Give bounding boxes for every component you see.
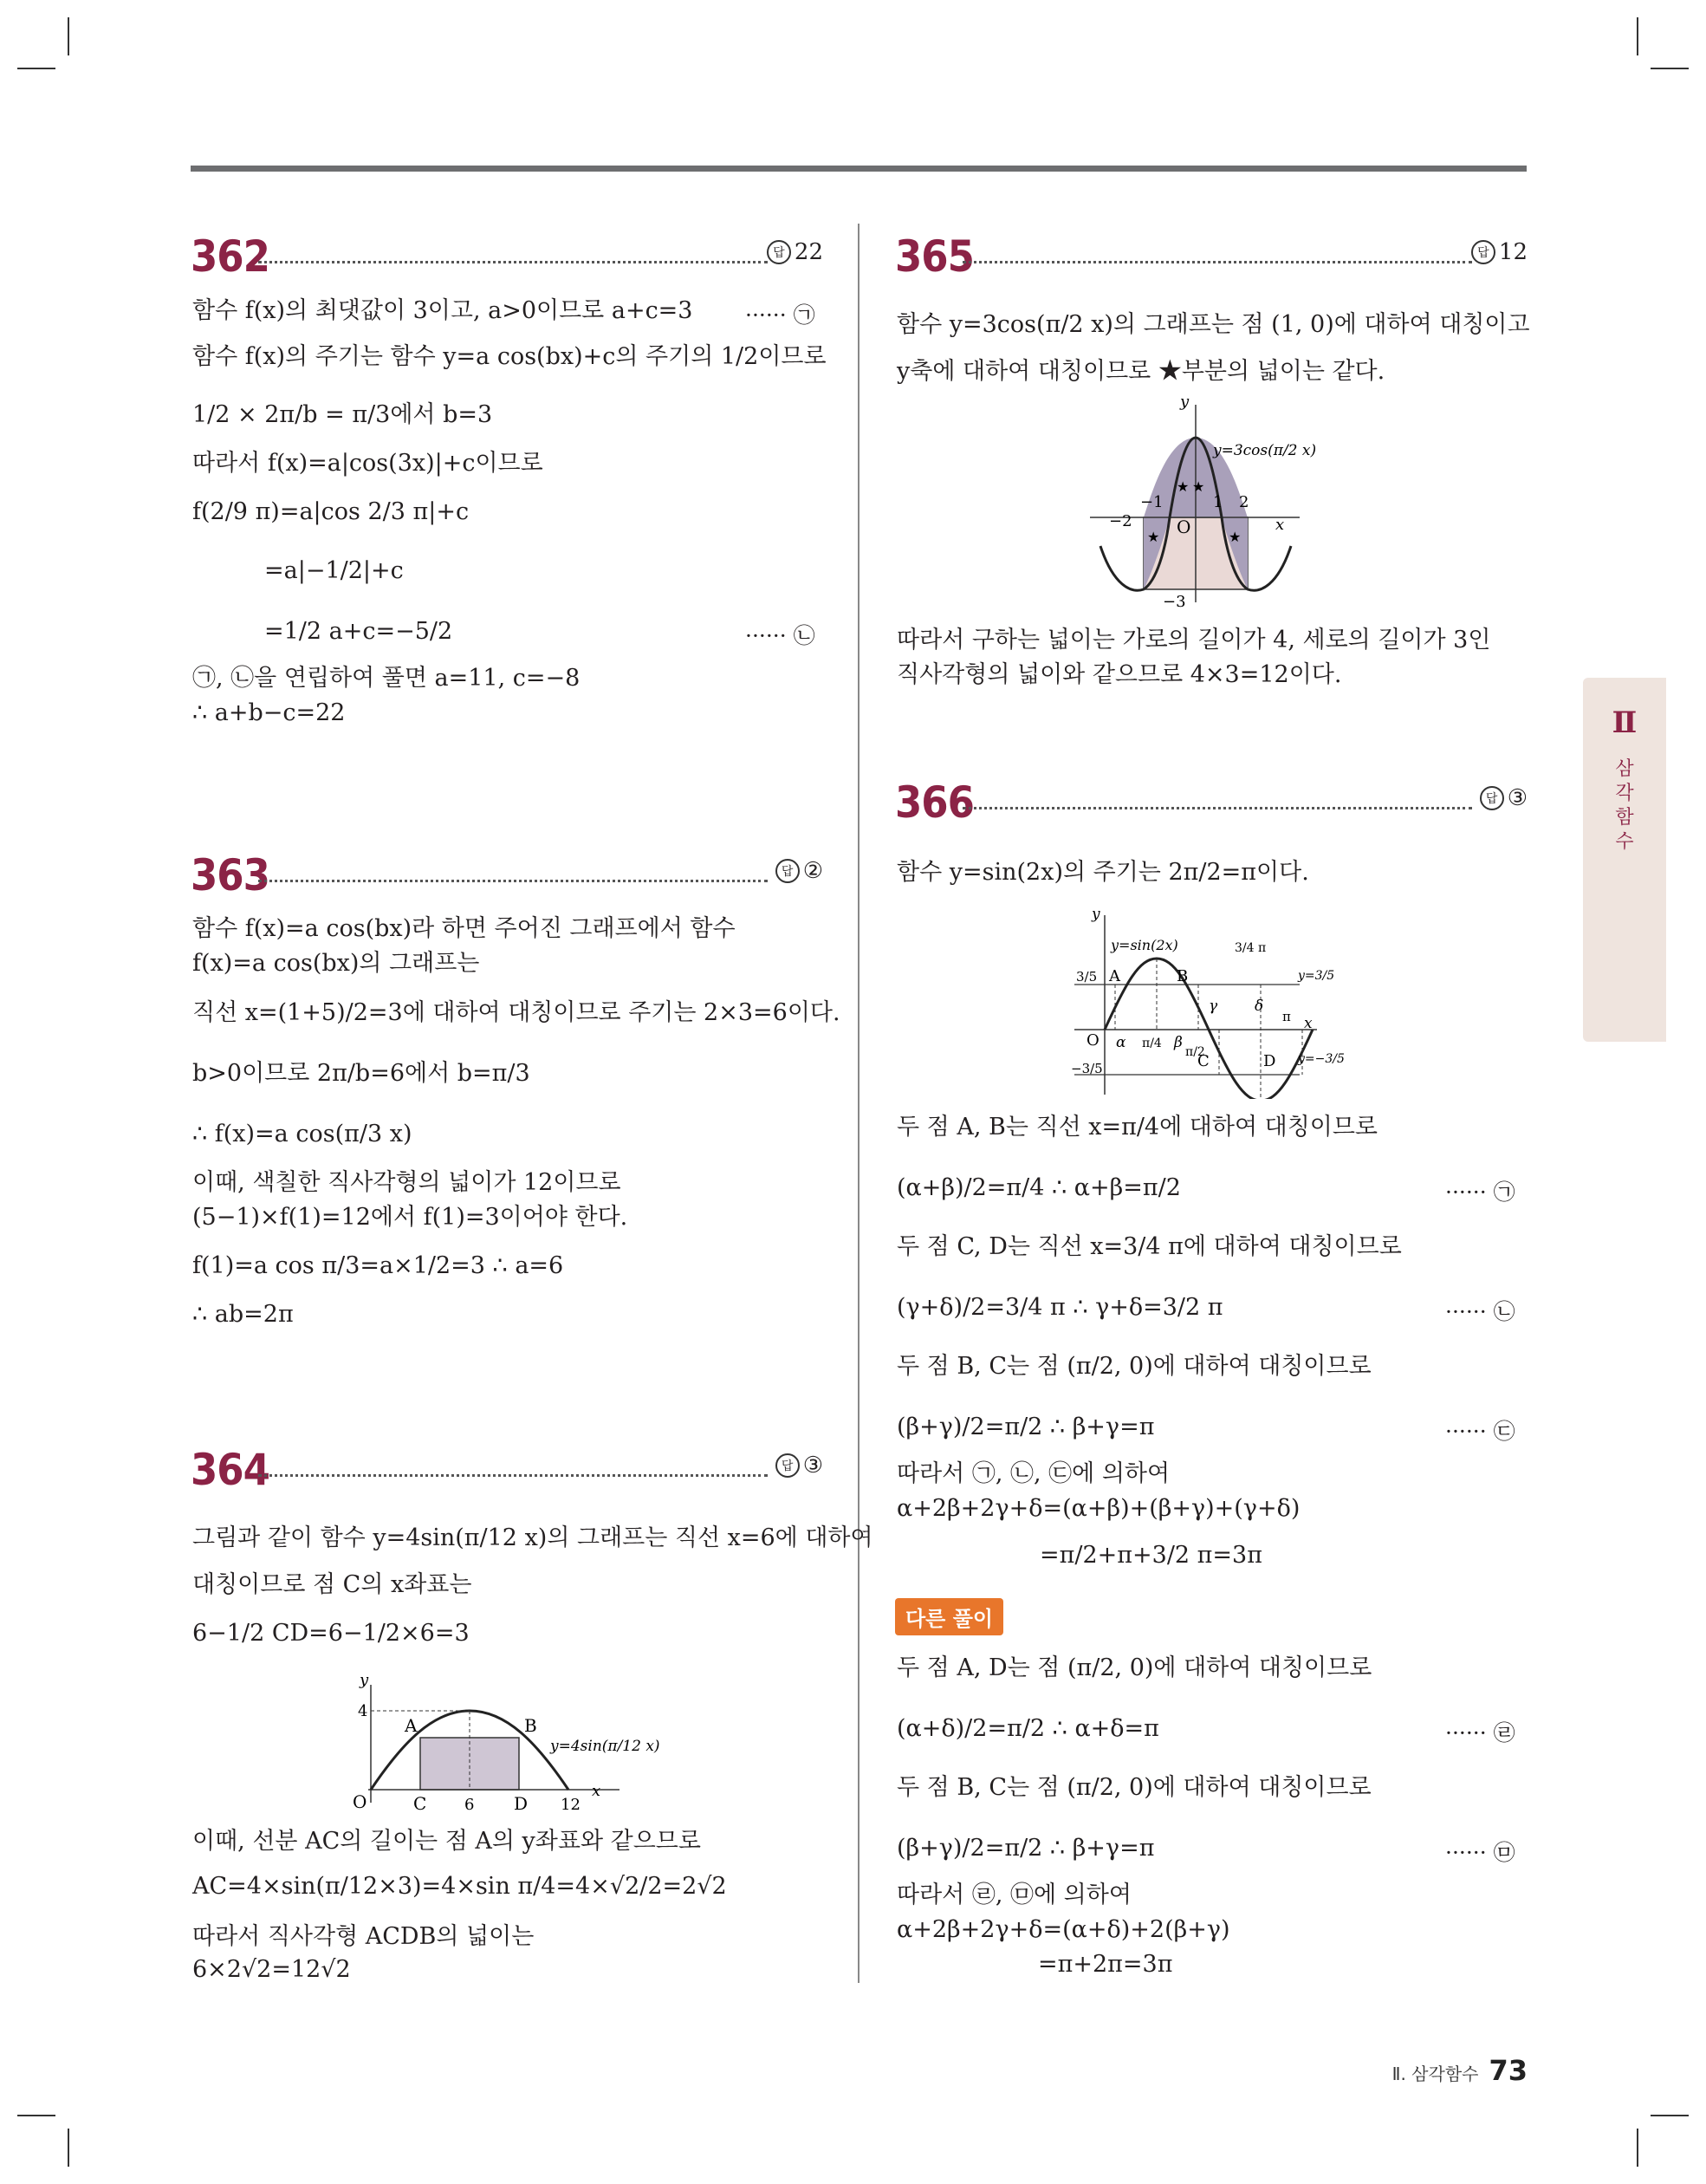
answer-label bbox=[775, 1453, 823, 1479]
crop-mark bbox=[68, 2129, 69, 2167]
answer-label bbox=[1480, 785, 1528, 811]
text-line: (α+δ)/2=π/2 ∴ α+δ=π bbox=[897, 1715, 1159, 1742]
problem-header bbox=[895, 778, 1528, 830]
star-marker: ★ bbox=[1177, 478, 1190, 495]
leader-dots bbox=[963, 807, 1472, 809]
text-line: 따라서 f(x)=a|cos(3x)|+c이므로 bbox=[192, 450, 543, 477]
text-line: 두 점 B, C는 점 (π/2, 0)에 대하여 대칭이므로 bbox=[897, 1774, 1372, 1801]
header-rule bbox=[191, 166, 1527, 172]
text-line: AC=4×sin(π/12×3)=4×sin π/4=4×√2/2=2√2 bbox=[192, 1873, 727, 1900]
equation-tag: ······ ㉣ bbox=[1445, 1720, 1515, 1745]
equation-tag: ······ ㉤ bbox=[1445, 1840, 1515, 1865]
angle-label: γ bbox=[1209, 998, 1218, 1015]
star-marker: ★ bbox=[1147, 529, 1160, 545]
chapter-title bbox=[1583, 757, 1666, 855]
text-line: 직선 x=(1+5)/2=3에 대하여 대칭이므로 주기는 2×3=6이다. bbox=[192, 999, 840, 1026]
text-line: =a|−1/2|+c bbox=[264, 557, 404, 584]
tick-label: 3/4 π bbox=[1235, 941, 1267, 955]
answer-value: ③ bbox=[802, 1453, 823, 1479]
angle-label: β bbox=[1174, 1034, 1183, 1051]
problem-number: 365 bbox=[895, 231, 974, 282]
answer-value: 22 bbox=[794, 239, 823, 265]
crop-mark bbox=[1651, 68, 1689, 69]
problem-365 bbox=[895, 232, 1528, 284]
angle-label: α bbox=[1116, 1034, 1126, 1051]
text-line: 직사각형의 넓이와 같으므로 4×3=12이다. bbox=[897, 661, 1342, 688]
alternate-solution-badge: 다른 풀이 bbox=[895, 1598, 1003, 1635]
tick-label: 6 bbox=[464, 1796, 475, 1811]
answer-label bbox=[767, 239, 823, 265]
text-line: ㉠, ㉡을 연립하여 풀면 a=11, c=−8 bbox=[192, 665, 581, 692]
shaded-rectangle bbox=[420, 1738, 519, 1790]
problem-364 bbox=[191, 1446, 823, 1498]
crop-mark bbox=[1651, 2115, 1689, 2116]
graph-365 bbox=[1083, 394, 1360, 615]
function-label: y=4sin(π/12 x) bbox=[550, 1738, 660, 1755]
problem-number: 364 bbox=[191, 1445, 269, 1495]
problem-number: 366 bbox=[895, 777, 974, 828]
problem-header bbox=[191, 851, 823, 903]
text-line: 따라서 ㉠, ㉡, ㉢에 의하여 bbox=[897, 1460, 1171, 1487]
crop-mark bbox=[17, 68, 55, 69]
angle-label: δ bbox=[1255, 998, 1264, 1015]
text-line: α+2β+2γ+δ=(α+δ)+2(β+γ) bbox=[897, 1916, 1230, 1943]
tick-label: π bbox=[1282, 1009, 1291, 1024]
problem-number: 362 bbox=[191, 231, 269, 282]
text-line: f(2/9 π)=a|cos 2/3 π|+c bbox=[192, 498, 470, 525]
function-label: y=3cos(π/2 x) bbox=[1213, 442, 1317, 459]
text-line: 6−1/2 CD=6−1/2×6=3 bbox=[192, 1620, 470, 1647]
axis-label-x: x bbox=[1275, 516, 1285, 534]
text-line: 두 점 A, D는 점 (π/2, 0)에 대하여 대칭이므로 bbox=[897, 1654, 1372, 1681]
text-line: =π+2π=3π bbox=[1038, 1951, 1173, 1978]
tick-label: 12 bbox=[561, 1796, 581, 1811]
tick-label: −3/5 bbox=[1071, 1061, 1103, 1076]
text-line: 함수 y=3cos(π/2 x)의 그래프는 점 (1, 0)에 대하여 대칭이고 bbox=[897, 311, 1530, 338]
graph-366 bbox=[1066, 908, 1360, 1099]
answer-value: ③ bbox=[1507, 785, 1528, 811]
text-line: 함수 f(x)의 최댓값이 3이고, a>0이므로 a+c=3 bbox=[192, 297, 693, 324]
chapter-title-text: 삼각함수 bbox=[1615, 758, 1634, 853]
text-line: (β+γ)/2=π/2 ∴ β+γ=π bbox=[897, 1835, 1155, 1862]
tick-label: 2 bbox=[1239, 493, 1249, 511]
tick-label: 1 bbox=[1213, 493, 1223, 511]
line-label: y=3/5 bbox=[1298, 969, 1335, 983]
text-line: 1/2 × 2π/b = π/3에서 b=3 bbox=[192, 401, 493, 428]
text-line: 따라서 ㉣, ㉤에 의하여 bbox=[897, 1882, 1132, 1908]
problem-header bbox=[191, 232, 823, 284]
problem-number: 363 bbox=[191, 850, 269, 900]
point-label-a: A bbox=[1109, 967, 1120, 985]
chapter-roman: Ⅱ bbox=[1612, 705, 1638, 740]
point-label-d: D bbox=[1263, 1052, 1276, 1070]
point-label-d: D bbox=[514, 1793, 529, 1811]
text-line: 그림과 같이 함수 y=4sin(π/12 x)의 그래프는 직선 x=6에 대하여 bbox=[192, 1524, 873, 1551]
equation-tag: ······ ㉡ bbox=[1445, 1299, 1515, 1324]
tick-label: −1 bbox=[1140, 493, 1164, 511]
line-label: y=−3/5 bbox=[1298, 1052, 1345, 1066]
leader-dots bbox=[963, 261, 1472, 263]
point-label-c: C bbox=[1197, 1052, 1210, 1070]
problem-366 bbox=[895, 778, 1528, 830]
text-line: f(x)=a cos(bx)의 그래프는 bbox=[192, 950, 480, 977]
text-line: α+2β+2γ+δ=(α+β)+(β+γ)+(γ+δ) bbox=[897, 1495, 1301, 1522]
text-line: 함수 f(x)=a cos(bx)라 하면 주어진 그래프에서 함수 bbox=[192, 915, 736, 942]
star-marker: ★ bbox=[1192, 478, 1205, 495]
origin-label: O bbox=[1177, 517, 1191, 537]
problem-363 bbox=[191, 851, 823, 903]
text-line: 함수 y=sin(2x)의 주기는 2π/2=π이다. bbox=[897, 859, 1309, 886]
axis-label-x: x bbox=[1304, 1015, 1313, 1032]
text-line: ∴ f(x)=a cos(π/3 x) bbox=[192, 1121, 412, 1147]
point-label-b: B bbox=[1177, 967, 1189, 985]
text-line: 따라서 직사각형 ACDB의 넓이는 bbox=[192, 1923, 535, 1950]
leader-dots bbox=[258, 261, 768, 263]
text-line: 두 점 C, D는 직선 x=3/4 π에 대하여 대칭이므로 bbox=[897, 1233, 1402, 1260]
text-line: (5−1)×f(1)=12에서 f(1)=3이어야 한다. bbox=[192, 1204, 628, 1231]
leader-dots bbox=[258, 1474, 768, 1477]
crop-mark bbox=[1637, 17, 1638, 55]
crop-mark bbox=[68, 17, 69, 55]
answer-icon: 답 bbox=[1480, 786, 1504, 810]
text-line: 대칭이므로 점 C의 x좌표는 bbox=[192, 1571, 472, 1598]
leader-dots bbox=[258, 880, 768, 882]
text-line: =π/2+π+3/2 π=3π bbox=[1040, 1542, 1262, 1569]
text-line: ∴ ab=2π bbox=[192, 1301, 294, 1328]
answer-label bbox=[1471, 239, 1528, 265]
problem-header bbox=[895, 232, 1528, 284]
axis-label-y: y bbox=[360, 1673, 369, 1689]
column-divider bbox=[858, 224, 859, 1983]
function-label: y=sin(2x) bbox=[1111, 937, 1178, 953]
text-line: 이때, 선분 AC의 길이는 점 A의 y좌표와 같으므로 bbox=[192, 1828, 701, 1855]
text-line: 따라서 구하는 넓이는 가로의 길이가 4, 세로의 길이가 3인 bbox=[897, 627, 1491, 653]
sine-curve bbox=[1105, 959, 1313, 1099]
tick-label: 4 bbox=[358, 1702, 368, 1720]
page-footer bbox=[1392, 2054, 1528, 2087]
text-line: f(1)=a cos π/3=a×1/2=3 ∴ a=6 bbox=[192, 1252, 564, 1279]
problem-362 bbox=[191, 232, 823, 284]
problem-header bbox=[191, 1446, 823, 1498]
text-line: (γ+δ)/2=3/4 π ∴ γ+δ=3/2 π bbox=[897, 1294, 1223, 1321]
axis-label-x: x bbox=[592, 1782, 601, 1800]
text-line: ∴ a+b−c=22 bbox=[192, 699, 346, 726]
origin-label: O bbox=[1087, 1031, 1099, 1050]
answer-value: 12 bbox=[1498, 239, 1528, 265]
text-line: 이때, 색칠한 직사각형의 넓이가 12이므로 bbox=[192, 1169, 621, 1196]
text-line: 6×2√2=12√2 bbox=[192, 1956, 351, 1983]
text-line: 함수 f(x)의 주기는 함수 y=a cos(bx)+c의 주기의 1/2이므로 bbox=[192, 343, 827, 370]
point-label-c: C bbox=[413, 1793, 427, 1811]
answer-icon: 답 bbox=[775, 859, 800, 883]
text-line: (α+β)/2=π/4 ∴ α+β=π/2 bbox=[897, 1174, 1181, 1201]
text-line: y축에 대하여 대칭이므로 ★부분의 넓이는 같다. bbox=[897, 358, 1385, 385]
origin-label: O bbox=[353, 1791, 367, 1811]
equation-tag: ······ ㉢ bbox=[1445, 1419, 1515, 1444]
point-label-a: A bbox=[405, 1715, 418, 1736]
answer-icon: 답 bbox=[767, 240, 791, 264]
equation-tag: ······ ㉠ bbox=[745, 302, 815, 328]
equation-tag: ······ ㉠ bbox=[1445, 1180, 1515, 1205]
crop-mark bbox=[1637, 2129, 1638, 2167]
equation-tag: ······ ㉡ bbox=[745, 623, 815, 648]
text-line: 두 점 B, C는 점 (π/2, 0)에 대하여 대칭이므로 bbox=[897, 1353, 1372, 1380]
text-line: (β+γ)/2=π/2 ∴ β+γ=π bbox=[897, 1414, 1155, 1440]
footer-section: Ⅱ. 삼각함수 bbox=[1391, 2064, 1479, 2084]
tick-label: −3 bbox=[1163, 593, 1186, 611]
tick-label: π/2 bbox=[1185, 1045, 1205, 1059]
tick-label: 3/5 bbox=[1076, 969, 1098, 985]
axis-label-y: y bbox=[1180, 394, 1190, 411]
text-line: b>0이므로 2π/b=6에서 b=π/3 bbox=[192, 1060, 530, 1087]
answer-icon: 답 bbox=[1471, 240, 1495, 264]
answer-label bbox=[775, 858, 823, 884]
axis-label-y: y bbox=[1092, 908, 1100, 923]
answer-value: ② bbox=[802, 858, 823, 884]
page-number: 73 bbox=[1489, 2054, 1528, 2087]
graph-364 bbox=[342, 1673, 689, 1811]
crop-mark bbox=[17, 2115, 55, 2116]
text-line: =1/2 a+c=−5/2 bbox=[264, 618, 453, 645]
text-line: 두 점 A, B는 직선 x=π/4에 대하여 대칭이므로 bbox=[897, 1114, 1378, 1141]
tick-label: −2 bbox=[1109, 512, 1132, 530]
tick-label: π/4 bbox=[1142, 1037, 1162, 1050]
point-label-b: B bbox=[524, 1715, 537, 1736]
chapter-side-tab bbox=[1583, 678, 1666, 1042]
star-marker: ★ bbox=[1229, 529, 1242, 545]
answer-icon: 답 bbox=[775, 1453, 800, 1478]
